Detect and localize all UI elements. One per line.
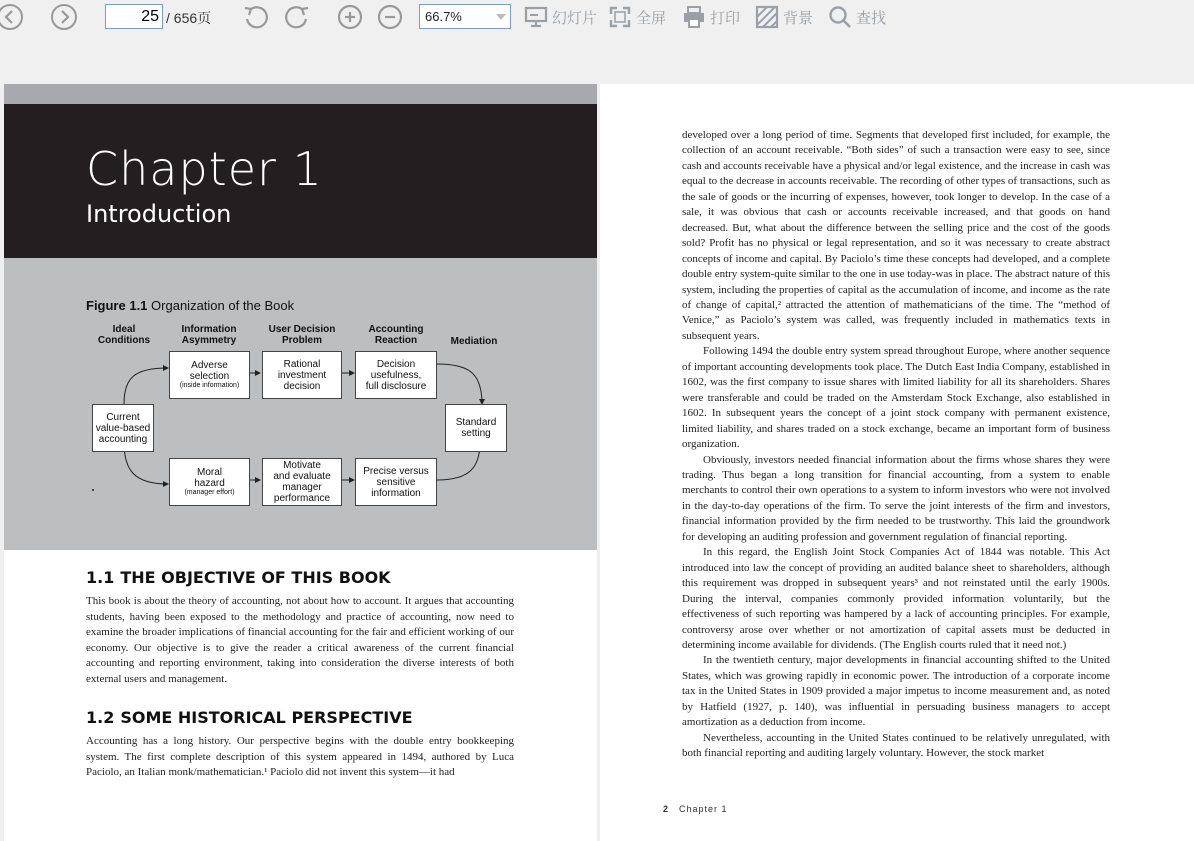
box-rational-decision: Rational investment decision <box>262 351 342 399</box>
paragraph: Nevertheless, accounting in the United States continued to be relatively unregulated, with both financial reporting and auditing largely voluntary. However, the stock market <box>682 731 1110 760</box>
paragraph: Obviously, investors needed financial information about the firms whose shares they were trading. Thus began a long transition for financial accounting, from a system to enable merchants to control their own operations to a system to inform investors who were not involved in the day-to-day operations of the firm. To serve the joint interests of the firm and investors, financial information provided by the firm needed to be trustworthy. This laid the groundwork for developing an auditing profession and government regulation of financial reporting. <box>682 453 1110 543</box>
box-standard-setting: Standard setting <box>445 404 507 452</box>
section-1-1-text: This book is about the theory of accounting, not about how to account. It argues that accounting students, having been exposed to the methodology and practice of accounting, now need to examine the broader implications of financial accounting for the fair and efficient working of our economy. Our objective is to give the reader a critical awareness of the current financial accounting and reporting environment, taking into consideration the diverse interests of both external users and management. <box>86 595 514 685</box>
page-number-input[interactable]: 25 <box>105 4 163 29</box>
next-page-icon[interactable] <box>50 3 78 31</box>
fullscreen-icon <box>608 5 632 29</box>
zoom-in-icon[interactable] <box>336 3 364 31</box>
box-moral-hazard: Moral hazard (manager effort) <box>169 458 250 506</box>
chapter-header-band <box>4 104 597 258</box>
background-button[interactable] <box>755 4 813 30</box>
fullscreen-label: 全屏 <box>636 9 667 27</box>
fullscreen-button[interactable] <box>608 4 666 30</box>
col-head-accounting: Accounting Reaction <box>368 324 424 346</box>
section-heading-1-2: 1.2 SOME HISTORICAL PERSPECTIVE <box>86 708 413 727</box>
chapter-subtitle: Introduction <box>86 200 232 228</box>
zoom-out-icon[interactable] <box>376 3 404 31</box>
figure-panel <box>4 258 597 550</box>
top-band <box>4 84 597 104</box>
paragraph: In this regard, the English Joint Stock Companies Act of 1844 was notable. This Act introduced into law the concept of providing an audited balance sheet to shareholders, although this requirement was dropped in subsequent years³ and not reinstated until the early 1900s. During the interval, companies commonly provided information voluntarily, but the effectiveness of such reporting was hampered by a lack of accounting principles. For example, controversy arose over whether or not amortization of capital assets must be deducted in determining income available for dividends. (The English courts ruled that it need not.) <box>682 546 1110 651</box>
arrow-current-to-adverse <box>124 368 168 404</box>
zoom-select[interactable] <box>419 4 511 29</box>
slideshow-button[interactable] <box>524 4 597 30</box>
col-head-information: Information Asymmetry <box>181 324 237 346</box>
paragraph: Following 1494 the double entry system spread throughout Europe, where another sequence of important accounting developments took place. The Dutch East India Company, established in 1602, was the first company to issue shares with limited liability for all its shareholders. Shares were transferable and could be traded on the Amsterdam Stock Exchange, also established in 1602. In subsequent years the concept of a joint stock company with permanent existence, limited liability, and shares traded on a stock exchange, became an important form of business organization. <box>682 345 1110 451</box>
printer-icon <box>682 5 706 29</box>
toolbar <box>0 0 1194 34</box>
slideshow-label: 幻灯片 <box>552 9 598 27</box>
chapter-title: Chapter 1 <box>86 142 323 196</box>
col-head-user-decision: User Decision Problem <box>268 324 336 346</box>
figure-caption: Figure 1.1 Organization of the Book <box>86 298 295 313</box>
left-page <box>4 84 597 841</box>
background-label: 背景 <box>783 9 814 27</box>
print-button[interactable] <box>682 4 740 30</box>
chevron-down-icon <box>496 14 506 20</box>
section-heading-1-1: 1.1 THE OBJECTIVE OF THIS BOOK <box>86 568 391 587</box>
rotate-right-icon[interactable] <box>283 3 311 31</box>
paragraph: In the twentieth century, major developments in financial accounting shifted to the United States, which was growing rapidly in economic power. The introduction of a corporate income tax in the United States in 1909 provided a major impetus to income measurement and, as noted by Hatfield (1927, p. 140), was influential in persuading business managers to accept amortization as a deduction from income. <box>682 654 1110 729</box>
search-icon <box>828 5 852 29</box>
section-1-2-text: Accounting has a long history. Our perspective begins with the double entry bookkeeping system. The first complete description of this system appeared in 1494, authored by Luca Paciolo, an Italian monk/mathematician.¹ Paciolo did not invent this system—it had <box>86 735 514 778</box>
rotate-left-icon[interactable] <box>242 3 270 31</box>
arrow-decision-to-standard <box>437 364 482 404</box>
box-current-value: Current value-based accounting <box>92 404 154 452</box>
box-motivate-evaluate: Motivate and evaluate manager performance <box>262 458 342 506</box>
print-label: 打印 <box>710 9 741 27</box>
presentation-icon <box>524 5 548 29</box>
box-precise-sensitive: Precise versus sensitive information <box>355 458 437 506</box>
right-page <box>600 84 1194 841</box>
paragraph: developed over a long period of time. Segments that developed first included, for example, the collection of an account receivable. “Both sides” of such a transaction were easy to see, since cash and accounts receivable have a physical and/or legal existence, and the increase in cash was equal to the decrease in accounts receivable. The recording of other types of transactions, such as the sale of goods or the incurring of expenses, however, took longer to develop. In the case of a sale, it was obvious that cash or accounts receivable increased, and that goods on hand decreased. But, what about the difference between the selling price and the cost of the goods sold? Profit has no physical or legal representation, and so it was necessary to create abstract concepts of income and capital. By Paciolo’s time these concepts had developed, and a complete double entry system-quite similar to the one in use today-was in place. The abstract nature of this system, including the properties of capital as the accumulation of income, and income as the rate of change of capital,² attracted the attention of mathematicians of the time. The “method of Venice,” as Paciolo’s system was called, was frequently included in mathematics texts in subsequent years. <box>682 129 1110 342</box>
page-total: / 656页 <box>166 10 212 26</box>
right-page-body <box>682 128 1110 762</box>
col-head-ideal: Ideal Conditions <box>97 324 151 346</box>
background-icon <box>755 5 779 29</box>
box-adverse-selection: Adverse selection (inside information) <box>169 351 250 399</box>
zoom-value: 66.7% <box>425 9 462 24</box>
find-button[interactable] <box>828 4 886 30</box>
prev-page-icon[interactable] <box>0 3 24 31</box>
col-head-mediation: Mediation <box>450 336 498 347</box>
find-label: 查找 <box>856 9 887 27</box>
box-decision-usefulness: Decision usefulness, full disclosure <box>355 351 437 399</box>
page-footer: 2 Chapter 1 <box>663 804 728 814</box>
